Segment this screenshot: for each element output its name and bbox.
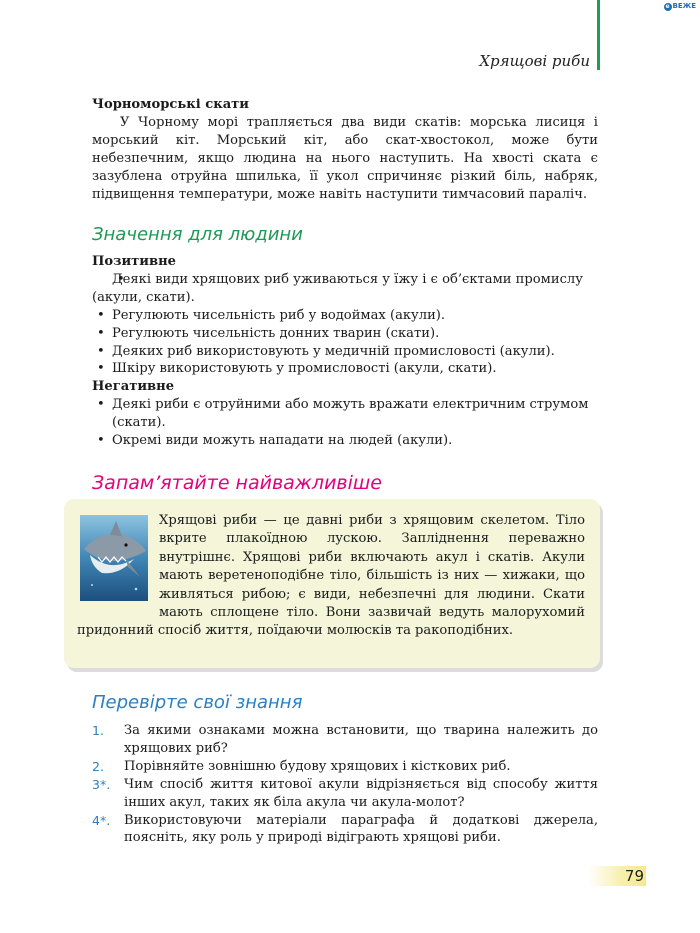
negative-item: • Окремі види можуть нападати на людей (акули).: [92, 432, 598, 450]
question-number: 3*.: [92, 776, 111, 792]
logo-text: ВЕЖЕ: [672, 2, 696, 10]
positive-item: • Регулюють чисельність донних тварин (скати).: [92, 325, 598, 343]
question-number: 1.: [92, 723, 104, 738]
question-text: Чим спосіб життя китової акули відрізняється від способу життя інших акул, таких як біла акула чи акула-молот?: [124, 776, 598, 810]
page-number: 79: [588, 866, 646, 886]
summary-text-block: [77, 512, 585, 641]
question-number: 4*.: [92, 812, 111, 828]
question-text: Порівняйте зовнішню будову хрящових і кісткових риб.: [124, 758, 511, 774]
value-section: [92, 253, 598, 450]
publisher-logo: [664, 2, 696, 11]
positive-item: • Деякі види хрящових риб уживаються у їжу і є об’єктами промислу (акули, скати).: [92, 271, 598, 307]
negative-item: • Деякі риби є отруйними або можуть вражати електричним струмом (скати).: [92, 396, 598, 432]
logo-icon: e: [665, 3, 670, 10]
question-text: За якими ознаками можна встановити, що тварина належить до хрящових риб?: [124, 723, 598, 756]
positive-item: • Регулюють чисельність риб у водоймах (акули).: [92, 307, 598, 325]
questions-section-title: Перевірте свої знання: [92, 692, 303, 713]
question-item: [92, 812, 598, 848]
intro-section: [92, 96, 598, 203]
value-section-title: Значення для людини: [92, 224, 303, 245]
summary-section-title: Запам’ятайте найважливіше: [92, 472, 382, 494]
question-item: [92, 776, 598, 812]
intro-paragraph: У Чорному морі трапляється два види скатів: морська лисиця і морський кіт. Морський кіт, або скат-хвостокол, може бути небезпечним, якщо людина на нього наступить. На хвості ската є зазублена отруйна шпилька, її укол спричиняє різкий біль, набряк, підвищення температури, може навіть наступити тимчасовий параліч.: [92, 114, 598, 202]
running-title: Хрящові риби: [479, 52, 590, 70]
photo-spacer: [77, 512, 159, 622]
summary-text: Хрящові риби — це давні риби з хрящовим скелетом. Тіло вкрите плакоїдною лускою. Запліднення переважно внутрішнє. Хрящові риби включають акул і скатів. Акули мають веретеноподібне тіло, більшість із них — хижаки, що живляться рибою; є види, небезпечні для людини. Скати мають сплощене тіло. Вони зазвичай ведуть малорухомий придонний спосіб життя, поїдаючи молюсків та ракоподібних.: [77, 513, 585, 639]
question-item: [92, 758, 598, 776]
positive-item: • Шкіру використовують у промисловості (акули, скати).: [92, 360, 598, 378]
question-number: 2.: [92, 758, 104, 774]
question-item: [92, 722, 598, 758]
header-accent-bar: [597, 0, 600, 70]
questions-list: [92, 722, 598, 847]
negative-label: Негативне: [92, 379, 175, 395]
question-text: Використовуючи матеріали параграфа й додаткові джерела, поясніть, яку роль у природі відіграють хрящові риби.: [124, 812, 598, 846]
positive-item: • Деяких риб використовують у медичній промисловості (акули).: [92, 343, 598, 361]
intro-subhead: Чорноморські скати: [92, 97, 250, 112]
positive-label: Позитивне: [92, 254, 177, 269]
